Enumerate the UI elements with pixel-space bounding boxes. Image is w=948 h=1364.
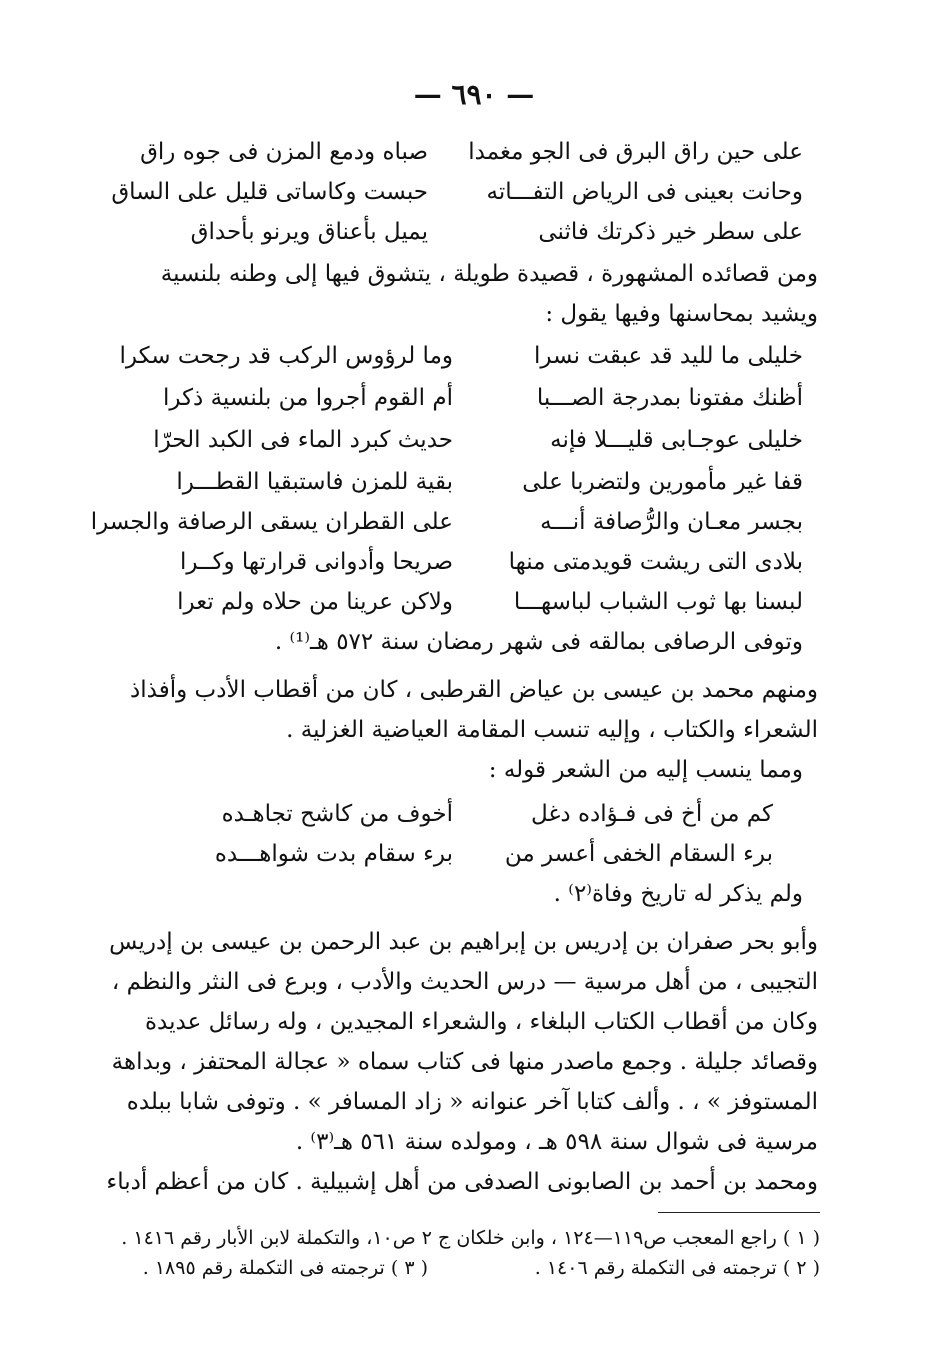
para5-line-2: التجيبى ، من أهل مرسية — درس الحديث والأدب ، وبرع فى النثر والنظم ، [111, 969, 818, 995]
footnote-1: ( ١ ) راجع المعجب ص١١٩—١٢٤ ، وابن خلكان ج ٢ ص١٠، والتكملة لابن الأبار رقم ١٤١٦ . [121, 1227, 820, 1249]
para5-line-1: وأبو بحر صفران بن إدريس بن إبراهيم بن عبد الرحمن بن عيسى بن إدريس [109, 929, 818, 955]
poem1-verse-2-right: وحانت بعينى فى الرياض التفـــاته [486, 179, 803, 205]
poem2-verse-7-left: ولاكن عرينا من حلاه ولم تعرا [177, 589, 453, 615]
para2-line: وتوفى الرصافى بمالقه فى شهر رمضان سنة ٥٧٢ هـ⁽¹⁾ . [274, 629, 803, 655]
poem2-verse-5-right: بجسر معـان والرُّصافة أنـــه [540, 509, 803, 535]
para3-line-2: الشعراء والكتاب ، وإليه تنسب المقامة العياضية الغزلية . [286, 717, 818, 743]
para5-line-4: وقصائد جليلة . وجمع ماصدر منها فى كتاب سماه « عجالة المحتفز ، وبداهة [111, 1049, 818, 1075]
poem2-verse-4-left: بقية للمزن فاستبقيا القطـــرا [176, 469, 453, 495]
poem1-verse-3-right: على سطر خير ذكرتك فاثنى [538, 219, 803, 245]
poem2-verse-7-right: لبسنا بها ثوب الشباب لباسهـــا [513, 589, 803, 615]
poem2-verse-2-right: أظنك مفتونا بمدرجة الصـــبا [536, 385, 803, 411]
poem3-verse-1-left: أخوف من كاشح تجاهـده [221, 801, 453, 827]
poem2-verse-2-left: أم القوم أجروا من بلنسية ذكرا [163, 385, 453, 411]
poem2-verse-1-left: وما لرؤوس الركب قد رجحت سكرا [119, 343, 453, 369]
poem2-verse-3-left: حديث كبرد الماء فى الكبد الحرّا [153, 427, 453, 453]
poem2-verse-5-left: على القطران يسقى الرصافة والجسرا [90, 509, 453, 535]
para3-line-1: ومنهم محمد بن عيسى بن عياض القرطبى ، كان من أقطاب الأدب وأفذاذ [130, 677, 818, 703]
poem2-verse-3-right: خليلى عوجـابى قليـــلا فإنه [550, 427, 803, 453]
para5-line-5: المستوفز » ، . وألف كتابا آخر عنوانه « زاد المسافر » . وتوفى شابا ببلده [126, 1089, 818, 1115]
poem2-verse-6-left: صريحا وأدوانى قرارتها وكــرا [179, 549, 453, 575]
para5-line-6: مرسية فى شوال سنة ٥٩٨ هـ ، ومولده سنة ٥٦١ هـ⁽٣⁾ . [295, 1129, 818, 1155]
para6-line: ومحمد بن أحمد بن الصابونى الصدفى من أهل إشبيلية . كان من أعظم أدباء [106, 1169, 818, 1195]
poem3-verse-2-right: برء السقام الخفى أعسر من [504, 841, 773, 867]
para5-line-3: وكان من أقطاب الكتاب البلغاء ، والشعراء المجيدين ، وله رسائل عديدة [145, 1009, 818, 1035]
poem1-verse-3-left: يميل بأعناق ويرنو بأحداق [190, 219, 428, 245]
para3-line-3: ومما ينسب إليه من الشعر قوله : [488, 757, 803, 783]
poem1-verse-2-left: حبست وكاساتى قليل على الساق [111, 179, 428, 205]
page-number: — ٦٩٠ — [413, 78, 535, 111]
footnote-3: ( ٣ ) ترجمته فى التكملة رقم ١٨٩٥ . [142, 1257, 428, 1279]
poem1-verse-1-right: على حين راق البرق فى الجو مغمدا [468, 139, 803, 165]
poem3-verse-1-right: كم من أخ فى فـؤاده دغل [530, 801, 773, 827]
poem2-verse-1-right: خليلى ما لليد قد عبقت نسرا [533, 343, 803, 369]
poem2-verse-6-right: بلادى التى ريشت قويدمتى منها [508, 549, 803, 575]
footnote-rule [658, 1212, 820, 1213]
para4-line: ولم يذكر له تاريخ وفاة⁽٢⁾ . [553, 881, 803, 907]
para1-line-1: ومن قصائده المشهورة ، قصيدة طويلة ، يتشوق فيها إلى وطنه بلنسية [160, 261, 818, 287]
para1-line-2: ويشيد بمحاسنها وفيها يقول : [545, 301, 818, 327]
poem3-verse-2-left: برء سقام بدت شواهـــده [214, 841, 453, 867]
poem1-verse-1-left: صباه ودمع المزن فى جوه راق [140, 139, 428, 165]
poem2-verse-4-right: قفا غير مأمورين ولتضربا على [522, 469, 803, 495]
footnote-2: ( ٢ ) ترجمته فى التكملة رقم ١٤٠٦ . [534, 1257, 820, 1279]
